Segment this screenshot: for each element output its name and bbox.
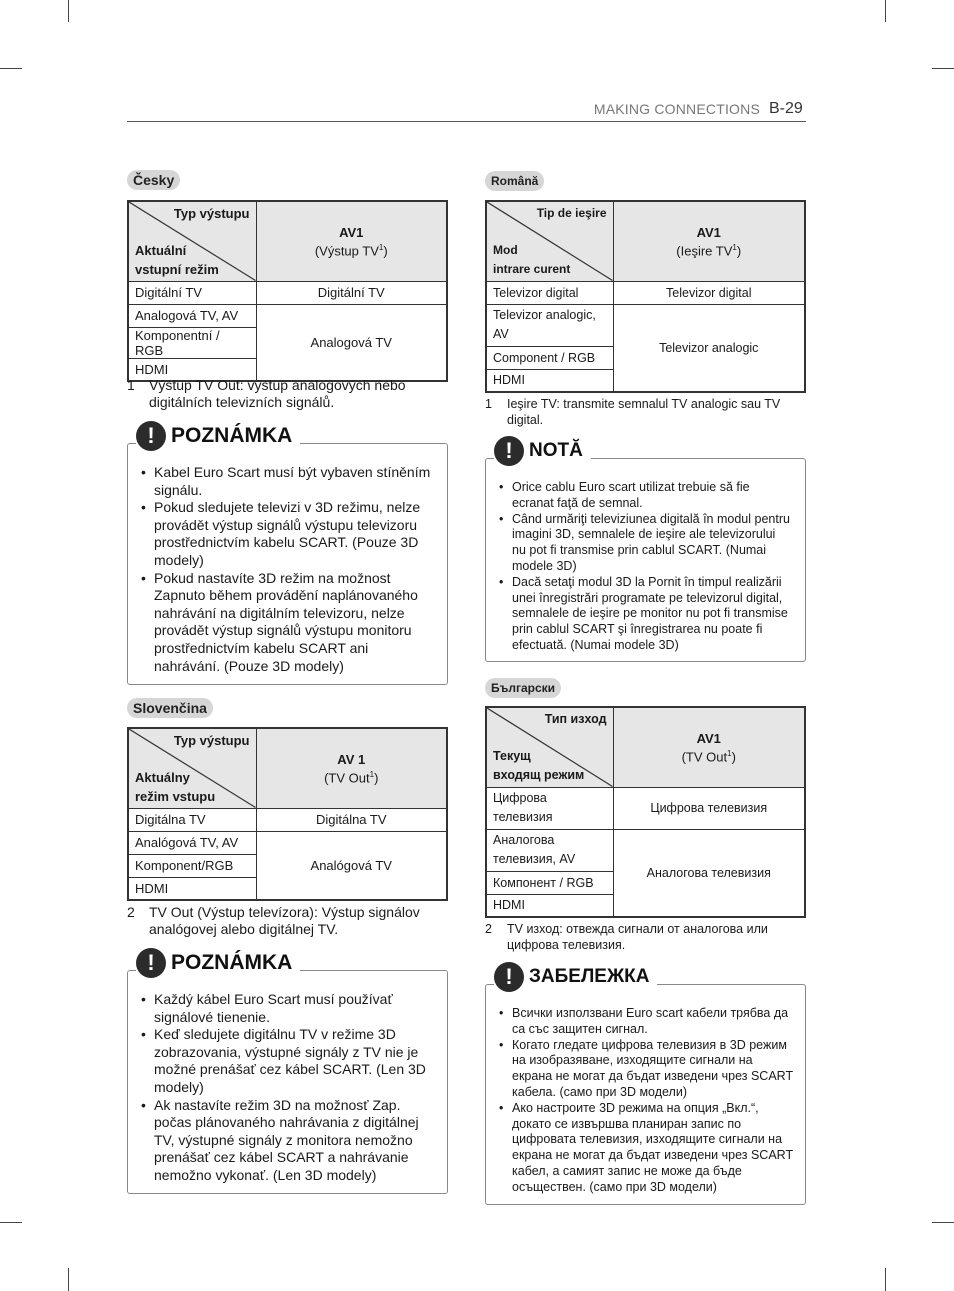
language-label: Česky	[127, 170, 180, 190]
exclamation-icon: !	[136, 948, 166, 978]
crop-mark	[932, 1222, 954, 1223]
table-corner-header	[486, 201, 613, 281]
output-type-label: Tip de ieşire	[536, 206, 607, 220]
table-cell-output: Televizor digital	[613, 281, 805, 304]
table-row-input: Televizor analogic, AV	[486, 304, 613, 346]
input-mode-label-line2: vstupní režim	[135, 261, 219, 277]
note-box	[127, 950, 448, 1194]
input-mode-label	[135, 241, 219, 279]
footnote-ref: 1	[378, 242, 384, 252]
section-cesky	[127, 170, 448, 190]
footnote-ref: 1	[732, 242, 737, 252]
output-type-label: Тип изход	[544, 712, 607, 726]
table-row-input: Component / RGB	[486, 346, 613, 369]
av1-label: AV1	[696, 224, 721, 240]
note-box	[127, 423, 448, 685]
av1-sublabel-close: )	[383, 242, 388, 258]
note-list	[154, 991, 438, 1185]
crop-mark	[68, 0, 69, 22]
connection-table-sk	[127, 727, 448, 901]
note-item: • Každý kábel Euro Scart musí používať signálové tienenie.	[154, 991, 438, 1026]
input-mode-label-line2: intrare curent	[493, 261, 571, 276]
note-item: • Pokud sledujete televizi v 3D režimu, nelze provádět výstup signálů výstupu televizoru prostřednictvím kabelu SCART. (Pouze 3D modely)	[154, 499, 438, 569]
input-mode-label	[135, 768, 215, 806]
connection-table-ro	[485, 200, 806, 393]
input-mode-label-line1: Mod	[493, 242, 518, 257]
input-mode-label-line1: Aktuálny	[135, 769, 190, 785]
table-corner-header	[486, 707, 613, 787]
exclamation-icon: !	[494, 962, 524, 992]
page-number: B-29	[769, 100, 803, 117]
exclamation-icon: !	[494, 436, 524, 466]
note-title: NOTĂ	[529, 440, 583, 461]
table-corner-header	[128, 201, 256, 281]
av1-label: AV1	[696, 730, 721, 746]
note-title: POZNÁMKA	[171, 424, 293, 447]
connection-table-bg	[485, 706, 806, 918]
footnote	[485, 922, 790, 953]
note-header	[494, 436, 591, 466]
note-list	[154, 464, 438, 675]
table-cell-output: Analógová TV	[256, 831, 447, 900]
crop-mark	[68, 1268, 69, 1291]
exclamation-icon: !	[136, 421, 166, 451]
language-label: Български	[485, 678, 561, 698]
note-item: • Kabel Euro Scart musí být vybaven stíněním signálu.	[154, 464, 438, 499]
av1-label: AV 1	[337, 751, 366, 767]
av1-header	[256, 201, 447, 281]
crop-mark	[885, 1268, 886, 1291]
header-rule	[127, 121, 806, 122]
av1-header	[256, 728, 447, 808]
footnote	[485, 397, 790, 428]
note-item: • Когато гледате цифрова телевизия в 3D режим на изобразяване, изходящите сигнали на екрана не могат да бъдат изведени чрез SCART кабела. (само при 3D модели)	[512, 1038, 794, 1101]
table-row-input: Digitálna TV	[128, 808, 256, 831]
connection-table-cs	[127, 200, 448, 382]
language-label: Română	[485, 171, 544, 191]
footnote-ref: 1	[369, 769, 375, 779]
footnote-text: Výstup TV Out: výstup analogových nebo digitálních televizních signálů.	[149, 377, 406, 410]
table-row-input: HDMI	[128, 877, 256, 900]
table-cell-output: Analogová TV	[256, 304, 447, 381]
av1-sublabel: (TV Out	[324, 769, 370, 785]
input-mode-label-line2: входящ режим	[493, 767, 585, 782]
crop-mark	[0, 1222, 22, 1223]
footnote	[127, 377, 437, 411]
table-row-input: Analógová TV, AV	[128, 831, 256, 854]
note-header	[494, 962, 657, 992]
av1-sublabel-close: )	[731, 748, 736, 764]
table-cell-output: Televizor analogic	[613, 304, 805, 392]
table-row-input: Компонент / RGB	[486, 871, 613, 894]
note-item: • Când urmăriţi televiziunea digitală în modul pentru imagini 3D, semnalele de ieşire ale televizorului nu pot fi transmise prin cablul SCART. (Numai modele 3D)	[512, 512, 792, 575]
av1-sublabel-close: )	[374, 769, 379, 785]
crop-mark	[885, 0, 886, 22]
av1-sublabel: (Ieşire TV	[676, 242, 733, 258]
section-romana	[485, 171, 806, 191]
crop-mark	[932, 68, 954, 69]
running-header-section: MAKING CONNECTIONS	[593, 101, 760, 117]
input-mode-label	[493, 747, 584, 785]
table-cell-output: Аналогова телевизия	[613, 829, 805, 917]
note-header	[136, 948, 300, 978]
footnote-text: TV Out (Výstup televízora): Výstup signálov analógovej alebo digitálnej TV.	[149, 904, 420, 937]
footnote-ref: 1	[727, 748, 732, 758]
note-box	[485, 964, 806, 1205]
output-type-label: Typ výstupu	[173, 206, 250, 221]
input-mode-label-line1: Текущ	[493, 748, 531, 763]
av1-label: AV1	[339, 224, 364, 240]
note-item: • Dacă setaţi modul 3D la Pornit în timpul realizării unei înregistrări programate pe televizorul digital, semnalele de ieşire pe monitor nu pot fi transmise prin cablul SCART şi înregistrarea nu poate fi efectuată. (Numai modele 3D)	[512, 575, 792, 654]
input-mode-label-line2: režim vstupu	[135, 788, 216, 804]
note-item: • Orice cablu Euro scart utilizat trebuie să fie ecranat faţă de semnal.	[512, 480, 792, 512]
note-title: ЗАБЕЛЕЖКА	[529, 966, 650, 987]
table-row-input: Komponent/RGB	[128, 854, 256, 877]
note-item: • Всички използвани Euro scart кабели трябва да са със защитен сигнал.	[512, 1006, 794, 1038]
table-row-input: Аналогова телевизия, AV	[486, 829, 613, 871]
footnote-text: TV изход: отвежда сигнали от аналогова или цифрова телевизия.	[507, 922, 768, 952]
crop-mark	[0, 68, 22, 69]
table-row-input: HDMI	[486, 369, 613, 392]
language-label: Slovenčina	[127, 698, 213, 718]
input-mode-label	[493, 241, 570, 279]
input-mode-label-line1: Aktuální	[135, 242, 187, 258]
table-row-input: Analogová TV, AV	[128, 304, 256, 327]
table-corner-header	[128, 728, 256, 808]
table-cell-output: Digitálna TV	[256, 808, 447, 831]
footnote-number: 1	[485, 397, 492, 411]
footnote-number: 2	[127, 904, 135, 920]
table-row-input: Digitální TV	[128, 281, 256, 304]
table-row-input: Televizor digital	[486, 281, 613, 304]
av1-sublabel: (Výstup TV	[314, 242, 379, 258]
note-item: • Ако настроите 3D режима на опция „Вкл.“, докато се извършва планиран запис по цифровата телевизия, изходящите сигнали на екрана не могат да бъдат изведени чрез SCART кабел, а самият запис не може да бъде осъществен. (само при 3D модели)	[512, 1101, 794, 1196]
note-title: POZNÁMKA	[171, 951, 293, 974]
footnote-number: 1	[127, 377, 135, 393]
table-row-input: Цифрова телевизия	[486, 787, 613, 829]
table-row-input: HDMI	[128, 358, 256, 381]
av1-sublabel: (TV Out	[681, 748, 728, 764]
note-box	[485, 438, 806, 662]
table-cell-output: Цифрова телевизия	[613, 787, 805, 829]
av1-header	[613, 201, 805, 281]
note-header	[136, 421, 300, 451]
footnote	[127, 904, 437, 938]
note-item: • Pokud nastavíte 3D režim na možnost Zapnuto během provádění naplánovaného nahrávání na digitálním televizoru, nelze provádět výstup signálů výstupu monitoru prostřednictvím kabelu SCART ani nahrávání. (Pouze 3D modely)	[154, 570, 438, 676]
table-cell-output: Digitální TV	[256, 281, 447, 304]
note-item: • Keď sledujete digitálnu TV v režime 3D zobrazovania, výstupné signály z TV nie je možné prenášať cez kábel SCART. (Len 3D modely)	[154, 1026, 438, 1096]
table-row-input: Komponentní / RGB	[128, 327, 256, 358]
output-type-label: Typ výstupu	[173, 733, 250, 748]
av1-header	[613, 707, 805, 787]
footnote-text: Ieşire TV: transmite semnalul TV analogic sau TV digital.	[507, 397, 781, 427]
section-balgarski	[485, 678, 806, 698]
note-list	[512, 480, 792, 654]
footnote-number: 2	[485, 922, 492, 936]
note-item: • Ak nastavíte režim 3D na možnosť Zap. počas plánovaného nahrávania z digitálnej TV, výstupné signály z monitora nemožno prenášať cez kábel SCART a nahrávanie nemožno vykonať. (Len 3D modely)	[154, 1097, 438, 1185]
section-slovencina	[127, 698, 448, 718]
av1-sublabel-close: )	[736, 242, 742, 258]
table-row-input: HDMI	[486, 894, 613, 917]
note-list	[512, 1006, 794, 1196]
